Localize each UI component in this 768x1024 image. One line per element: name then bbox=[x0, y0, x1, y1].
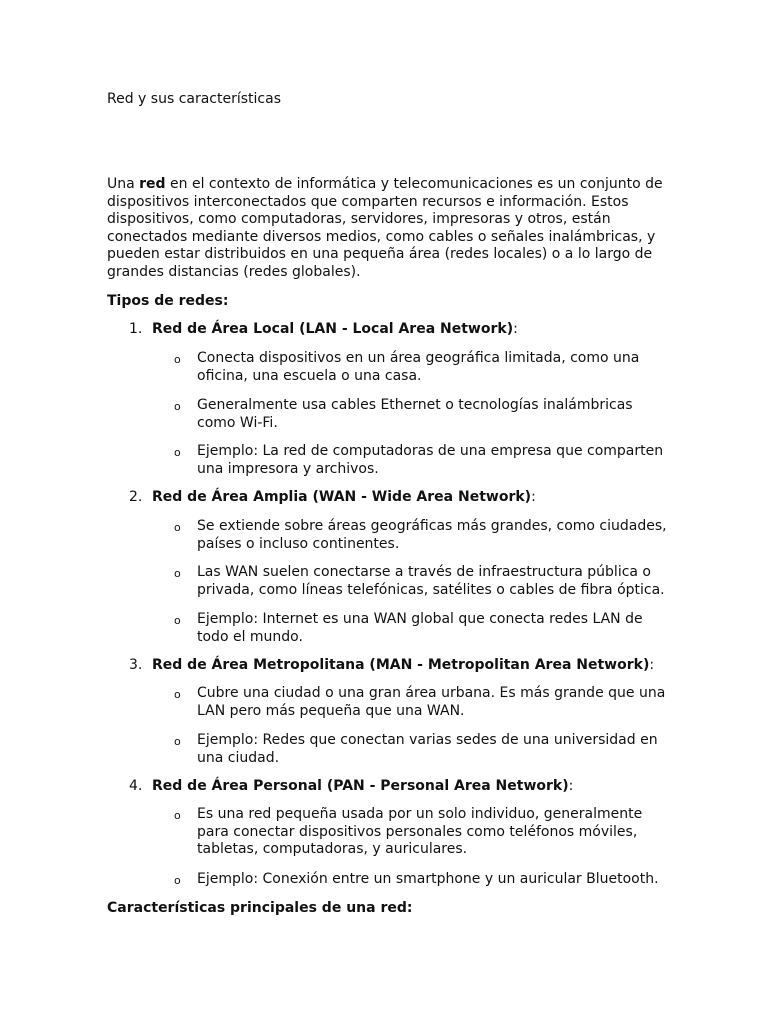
bullet-icon: o bbox=[174, 521, 181, 534]
list-number: 3. bbox=[129, 657, 143, 673]
network-type-title bbox=[152, 321, 518, 339]
network-type-item bbox=[107, 778, 667, 796]
intro-bold-term: red bbox=[139, 176, 166, 192]
document-title: Red y sus características bbox=[107, 91, 281, 107]
intro-text-before: Una bbox=[107, 176, 140, 192]
bullet-text: Ejemplo: Internet es una WAN global que conecta redes LAN de todo el mundo. bbox=[197, 611, 643, 645]
bullet-icon: o bbox=[174, 688, 181, 701]
network-type-title-text: Red de Área Amplia (WAN - Wide Area Network) bbox=[152, 489, 532, 505]
list-number: 2. bbox=[129, 489, 143, 505]
bullet-text: Las WAN suelen conectarse a través de infraestructura pública o privada, como líneas telefónicas, satélites o cables de fibra óptica. bbox=[197, 564, 665, 598]
bullet-icon: o bbox=[174, 809, 181, 822]
network-type-label bbox=[107, 657, 667, 675]
types-heading: Tipos de redes: bbox=[107, 293, 229, 309]
network-type-label bbox=[107, 321, 667, 339]
network-type-title bbox=[152, 489, 536, 507]
intro-text-after: en el contexto de informática y telecomunicaciones es un conjunto de dispositivos interconectados que comparten recursos e información. Estos dispositivos, como computadoras, servidores, impresoras y otros, están conectados mediante diversos medios, como cables o señales inalámbricas, y pueden estar distribuidos en una pequeña área (redes locales) o a lo largo de grandes distancias (redes globales). bbox=[107, 176, 663, 280]
network-type-label bbox=[107, 778, 667, 796]
bullet-text: Generalmente usa cables Ethernet o tecnologías inalámbricas como Wi-Fi. bbox=[197, 397, 633, 431]
bullet-icon: o bbox=[174, 735, 181, 748]
bullet-text: Ejemplo: La red de computadoras de una empresa que comparten una impresora y archivos. bbox=[197, 443, 664, 477]
network-type-title-suffix: : bbox=[513, 321, 518, 337]
network-type-label bbox=[107, 489, 667, 507]
network-type-item bbox=[107, 657, 667, 675]
list-number: 4. bbox=[129, 778, 143, 794]
features-heading: Características principales de una red: bbox=[107, 900, 413, 916]
bullet-icon: o bbox=[174, 400, 181, 413]
bullet-icon: o bbox=[174, 614, 181, 627]
network-type-title-suffix: : bbox=[531, 489, 536, 505]
bullet-text: Se extiende sobre áreas geográficas más grandes, como ciudades, países o incluso continentes. bbox=[197, 518, 667, 552]
bullet-text: Cubre una ciudad o una gran área urbana. Es más grande que una LAN pero más pequeña que una WAN. bbox=[197, 685, 666, 719]
list-number: 1. bbox=[129, 321, 143, 337]
network-type-title bbox=[152, 778, 573, 796]
bullet-text: Conecta dispositivos en un área geográfica limitada, como una oficina, una escuela o una casa. bbox=[197, 350, 640, 384]
network-type-title-suffix: : bbox=[568, 778, 574, 794]
network-type-title-text: Red de Área Metropolitana (MAN - Metropolitan Area Network) bbox=[152, 657, 650, 673]
bullet-text: Ejemplo: Redes que conectan varias sedes de una universidad en una ciudad. bbox=[197, 732, 658, 766]
bullet-icon: o bbox=[174, 874, 181, 887]
network-type-title-text: Red de Área Local (LAN - Local Area Network) bbox=[152, 321, 514, 337]
network-type-title-suffix: : bbox=[649, 657, 655, 673]
bullet-text: Ejemplo: Conexión entre un smartphone y un auricular Bluetooth. bbox=[197, 871, 659, 887]
network-type-title bbox=[152, 657, 654, 675]
network-type-item bbox=[107, 321, 667, 339]
network-type-title-text: Red de Área Personal (PAN - Personal Area Network) bbox=[152, 778, 569, 794]
network-type-item bbox=[107, 489, 667, 507]
intro-paragraph bbox=[107, 176, 667, 282]
bullet-icon: o bbox=[174, 446, 181, 459]
bullet-text: Es una red pequeña usada por un solo individuo, generalmente para conectar dispositivos personales como teléfonos móviles, tabletas, computadoras, y auriculares. bbox=[197, 806, 643, 858]
bullet-icon: o bbox=[174, 567, 181, 580]
bullet-icon: o bbox=[174, 353, 181, 366]
